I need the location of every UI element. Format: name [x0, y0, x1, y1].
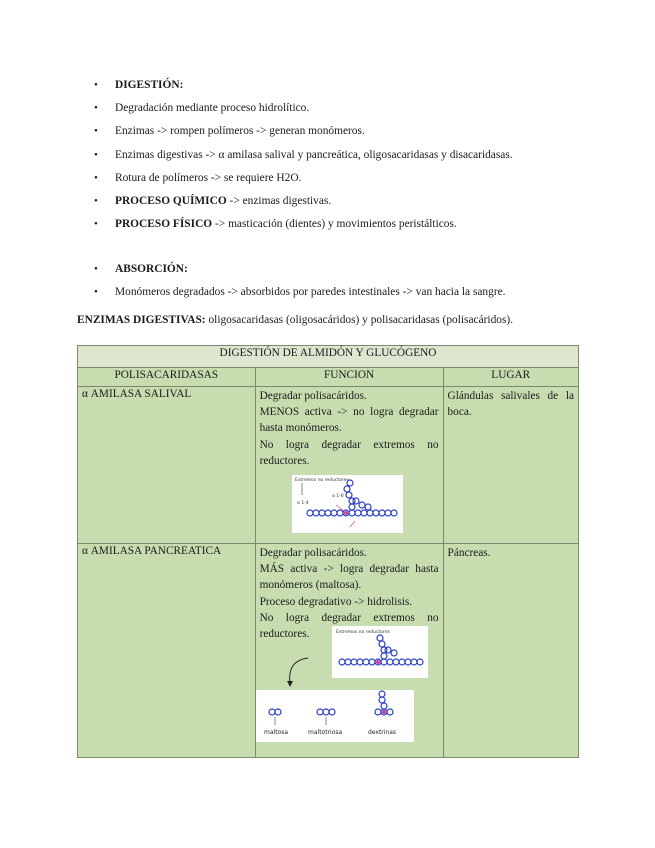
- digestion-list: [92, 74, 612, 236]
- amylose-branch-diagram: [292, 475, 403, 533]
- figure-label: dextrinas: [367, 729, 396, 737]
- enzyme-name: α AMILASA SALIVAL: [78, 387, 256, 544]
- list-item-bold: PROCESO QUÍMICO: [115, 195, 227, 208]
- enzimas-text: oligosacaridasas (oligosacáridos) y polisacaridasas (polisacáridos).: [205, 314, 514, 326]
- list-item: • Enzimas digestivas -> α amilasa salival y pancreática, oligosacaridasas y disacaridasas.: [94, 148, 513, 161]
- column-header: POLISACARIDASAS: [78, 368, 256, 387]
- figure-label: Extremos no reductores: [294, 478, 349, 484]
- figure-label: Extremos no reductores: [335, 630, 390, 636]
- digestion-table: [77, 345, 579, 758]
- list-item: • PROCESO QUÍMICO -> enzimas digestivas.: [94, 195, 332, 208]
- function-line: Degradar polisacáridos.: [259, 390, 367, 402]
- list-item-text: Rotura de polímeros -> se requiere H2O.: [115, 171, 302, 184]
- absorcion-list: [92, 258, 612, 304]
- list-item-bold: PROCESO FÍSICO: [115, 218, 213, 231]
- list-item-text: -> enzimas digestivas.: [226, 195, 332, 208]
- function-line: MENOS activa -> no logra degradar hasta monómeros.: [259, 406, 439, 435]
- list-item: • Enzimas -> rompen polímeros -> generan monómeros.: [94, 125, 365, 138]
- table-row: [78, 387, 579, 544]
- function-line: Degradar polisacáridos.: [259, 547, 367, 559]
- enzimas-heading: ENZIMAS DIGESTIVAS:: [77, 314, 206, 326]
- list-item: • PROCESO FÍSICO -> masticación (dientes) y movimientos peristálticos.: [94, 218, 457, 231]
- location-cell: Glándulas salivales de la boca.: [443, 387, 578, 544]
- pancreatic-amylase-diagram: [256, 626, 436, 744]
- list-item: • Rotura de polímeros -> se requiere H2O.: [94, 171, 302, 184]
- figure-label: maltotriosa: [307, 729, 342, 737]
- list-item-text: Monómeros degradados -> absorbidos por paredes intestinales -> van hacia la sangre.: [115, 286, 506, 299]
- table-title: DIGESTIÓN DE ALMIDÓN Y GLUCÓGENO: [78, 346, 579, 368]
- section-heading-digestion: DIGESTIÓN:: [115, 79, 184, 91]
- table-row: [78, 544, 579, 758]
- column-header: FUNCION: [255, 368, 443, 387]
- list-item: • ABSORCIÓN:: [94, 263, 188, 275]
- list-item: • Monómeros degradados -> absorbidos por paredes intestinales -> van hacia la sangre.: [94, 286, 506, 299]
- enzimas-digestivas-line: [77, 314, 513, 326]
- function-line: No logra degradar extremos no reductores.: [259, 438, 439, 467]
- list-item-text: Enzimas digestivas -> α amilasa salival y pancreática, oligosacaridasas y disacaridasas.: [115, 148, 513, 161]
- location-cell: Páncreas.: [443, 544, 578, 758]
- figure-label: maltosa: [263, 729, 288, 737]
- figure-label: α 1-4: [296, 501, 309, 507]
- list-item: • DIGESTIÓN:: [94, 79, 184, 91]
- function-line: No logra degradar extremos no reductores.: [259, 611, 439, 641]
- function-line: Proceso degradativo -> hidrolisis.: [259, 595, 413, 608]
- list-item-text: Degradación mediante proceso hidrolítico.: [115, 102, 310, 115]
- function-cell: [255, 544, 443, 758]
- enzyme-name: α AMILASA PANCREATICA: [78, 544, 256, 758]
- function-line: MÁS activa -> logra degradar hasta monómeros (maltosa).: [259, 563, 439, 592]
- figure-label: α 1-6: [331, 494, 344, 500]
- function-cell: [255, 387, 443, 544]
- list-item: • Degradación mediante proceso hidrolítico.: [94, 102, 310, 115]
- section-heading-absorcion: ABSORCIÓN:: [115, 263, 188, 275]
- list-item-text: -> masticación (dientes) y movimientos peristálticos.: [212, 218, 457, 231]
- column-header: LUGAR: [443, 368, 578, 387]
- list-item-text: Enzimas -> rompen polímeros -> generan monómeros.: [115, 125, 365, 138]
